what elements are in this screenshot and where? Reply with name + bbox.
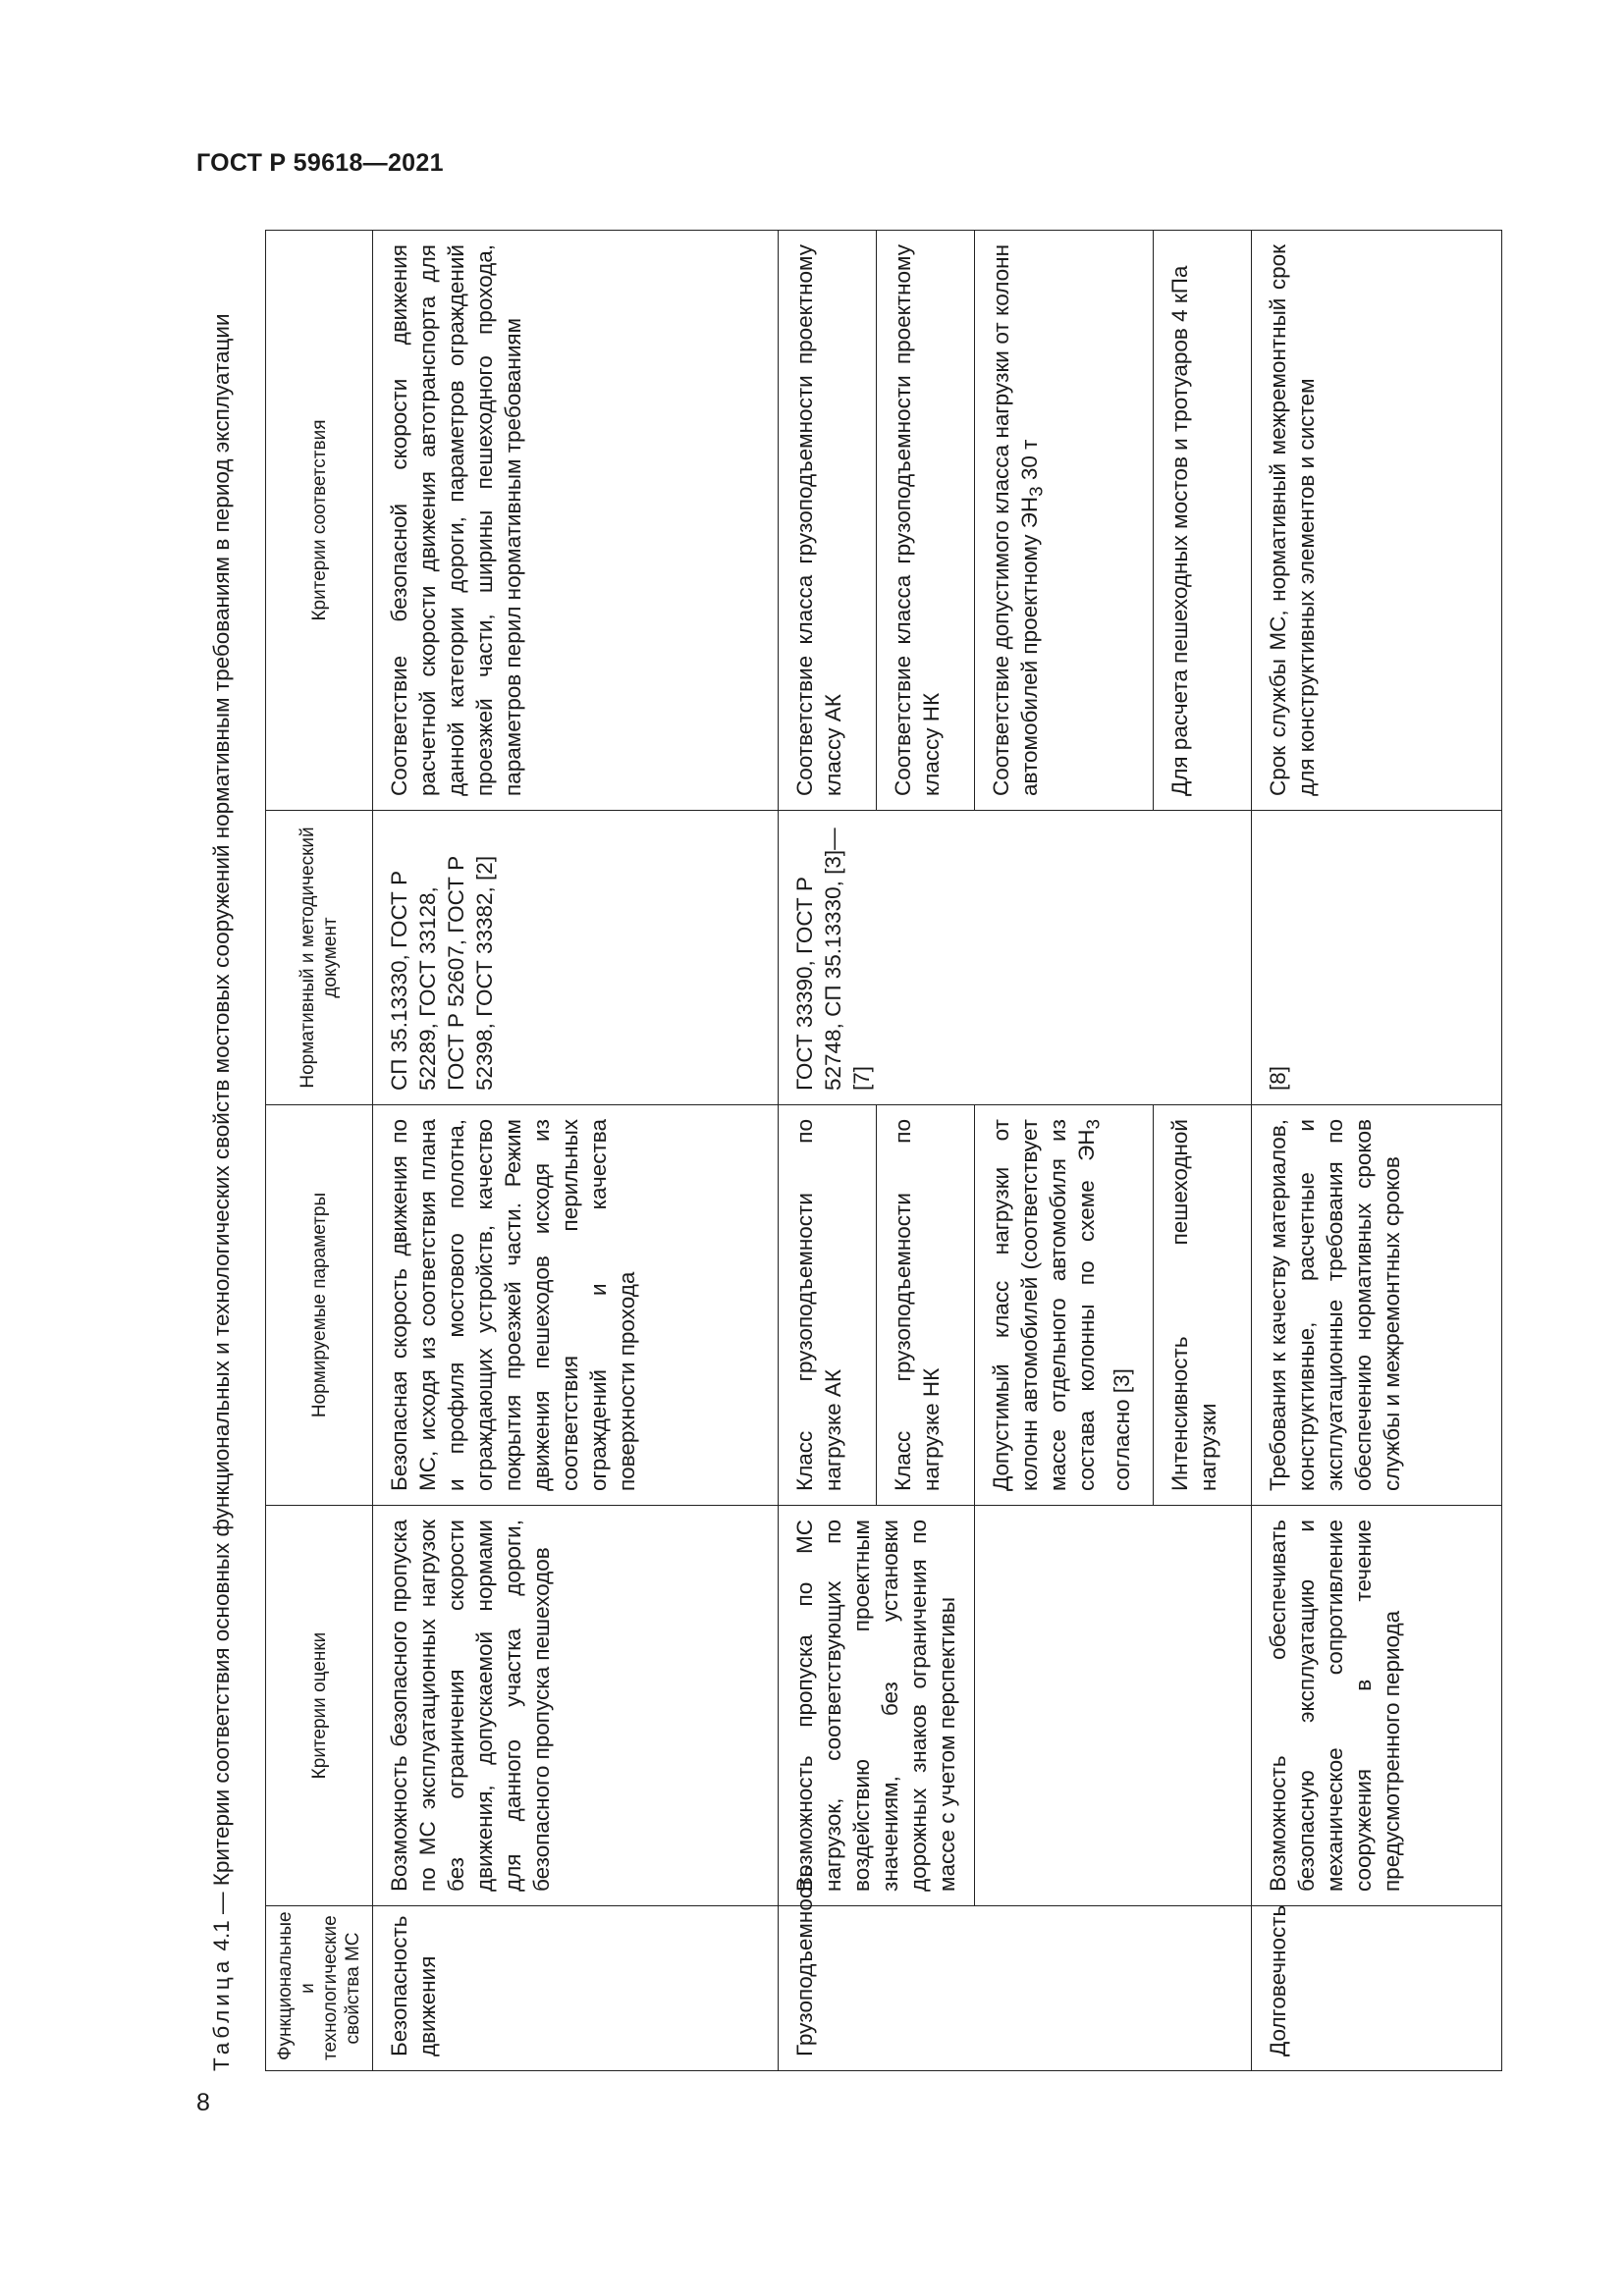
table-row-capacity-ak <box>779 231 877 2071</box>
header-normative-docs: Нормативный и методический документ <box>266 811 373 1105</box>
table-row-safety <box>373 231 779 2071</box>
cell-docs: [8] <box>1252 811 1502 1105</box>
table-caption-label: Таблица <box>209 1956 234 2071</box>
cell-compliance: Срок службы МС, нормативный межремонтный срок для конструктивных элементов и систем <box>1252 231 1502 811</box>
cell-param-ak: Класс грузоподъемности по нагрузке АК <box>779 1105 877 1506</box>
compliance-convoy-sub: 3 <box>1025 486 1047 497</box>
table-row-durability <box>1252 231 1502 2071</box>
cell-property: Долговечность <box>1252 1906 1502 2071</box>
table-row-capacity-convoy <box>975 231 1154 2071</box>
header-compliance-criteria: Критерии соответствия <box>266 231 373 811</box>
cell-docs: СП 35.13330, ГОСТ Р 52289, ГОСТ 33128, ГОСТ Р 52607, ГОСТ Р 52398, ГОСТ 33382, [2] <box>373 811 779 1105</box>
cell-params: Безопасная скорость движения по МС, исходя из соответствия плана и профиля мостового полотна, ограждающих устройств, качество покрытия проезжей части. Режим движения пешеходов исходя из соответствия перильных ограждений и качества поверхности прохода <box>373 1105 779 1506</box>
header-normalized-params: Нормируемые параметры <box>266 1105 373 1506</box>
cell-params: Требования к качеству материалов, конструктивные, расчетные и эксплуатационные требования по обеспечению нормативных сроков службы и межремонтных сроков <box>1252 1105 1502 1506</box>
cell-docs: ГОСТ 33390, ГОСТ Р 52748, СП 35.13330, [3]—[7] <box>779 811 1252 1105</box>
cell-criteria-empty <box>975 1506 1252 1906</box>
cell-criteria: Возможность обеспечивать безопасную эксплуатацию и механическое сопротивление сооружения в течение предусмотренного периода <box>1252 1506 1502 1906</box>
param-convoy-tail: согласно [3] <box>1109 1368 1134 1491</box>
cell-param-convoy <box>975 1105 1154 1506</box>
criteria-table <box>265 230 1502 2071</box>
document-header: ГОСТ Р 59618—2021 <box>196 149 444 177</box>
cell-criteria: Возможность пропуска по МС нагрузок, соответствующих по воздействию проектным значениям, без установки дорожных знаков ограничения по массе с учетом перспективы <box>779 1506 975 1906</box>
cell-property: Грузоподъемность <box>779 1906 1252 2071</box>
page-number: 8 <box>196 2089 210 2116</box>
cell-param-pedestrian: Интенсивность пешеходной нагрузки <box>1154 1105 1252 1506</box>
cell-property: Безопасность движения <box>373 1906 779 2071</box>
compliance-convoy-tail: 30 т <box>1017 439 1042 487</box>
header-properties: Функциональные и технологические свойства МС <box>266 1906 373 2071</box>
param-convoy-lead: Допустимый класс нагрузки от колонн автомобилей (соответствует массе отдельного автомобиля из состава колонны по схеме ЭН <box>989 1119 1099 1491</box>
header-evaluation-criteria: Критерии оценки <box>266 1506 373 1906</box>
cell-criteria: Возможность безопасного пропуска по МС эксплуатационных нагрузок без ограничения скорости движения, допускаемой нормами для данного участка дороги, безопасного пропуска пешеходов <box>373 1506 779 1906</box>
rotated-table-region <box>208 231 1502 2071</box>
table-caption <box>208 231 235 2071</box>
table-header-row <box>266 231 373 2071</box>
compliance-convoy-lead: Соответствие допустимого класса нагрузки от колонн автомобилей проектному ЭН <box>989 244 1042 796</box>
cell-compliance: Соответствие безопасной скорости движения расчетной скорости движения автотранспорта для данной категории дороги, параметров ограждений проезжей части, ширины пешеходного прохода, параметров перил нормативным требованиям <box>373 231 779 811</box>
cell-compliance-pedestrian: Для расчета пешеходных мостов и тротуаров 4 кПа <box>1154 231 1252 811</box>
cell-param-nk: Класс грузоподъемности по нагрузке НК <box>877 1105 975 1506</box>
cell-compliance-ak: Соответствие класса грузоподъемности проектному классу АК <box>779 231 877 811</box>
table-caption-text: 4.1 — Критерии соответствия основных функциональных и технологических свойств мостовых сооружений нормативным требованиям в период эксплуатации <box>209 313 234 1957</box>
param-convoy-sub: 3 <box>1082 1119 1104 1130</box>
cell-compliance-nk: Соответствие класса грузоподъемности проектному классу НК <box>877 231 975 811</box>
cell-compliance-convoy <box>975 231 1154 811</box>
